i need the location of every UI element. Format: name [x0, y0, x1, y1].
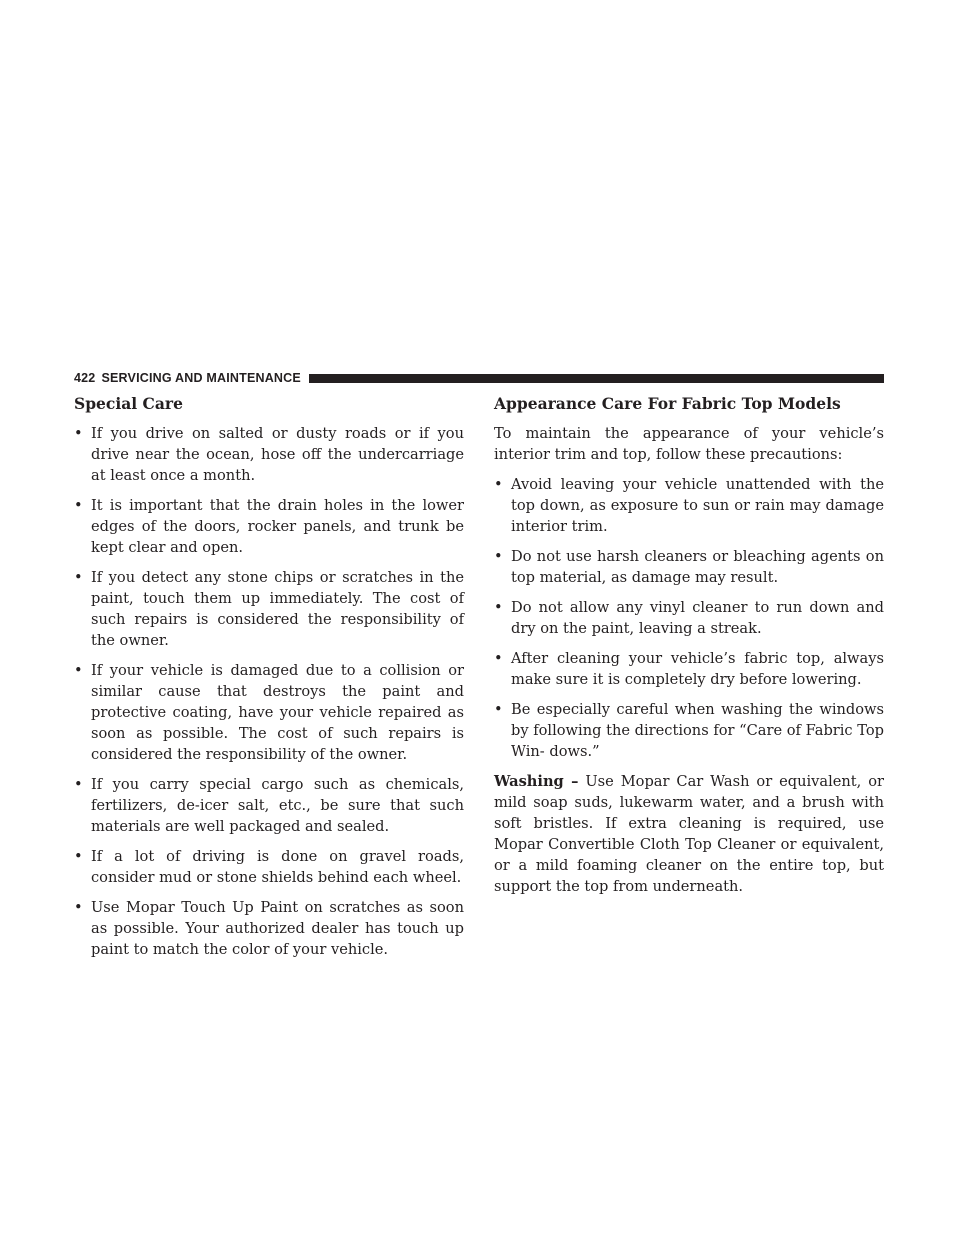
bullet-icon: •: [74, 899, 83, 916]
list-item-text: It is important that the drain holes in the lower edges of the doors, rocker panels, and trunk be kept clear and open.: [91, 497, 464, 556]
washing-label: Washing –: [494, 773, 579, 790]
bullet-icon: •: [494, 476, 503, 493]
page-header: [74, 371, 884, 385]
bullet-icon: •: [494, 701, 503, 718]
list-item-text: If a lot of driving is done on gravel roads, consider mud or stone shields behind each wheel.: [91, 848, 464, 886]
left-column: [74, 393, 464, 969]
list-item: [74, 495, 464, 558]
list-item: [494, 474, 884, 537]
list-item-text: Use Mopar Touch Up Paint on scratches as soon as possible. Your authorized dealer has touch up paint to match the color of your vehicle.: [91, 899, 464, 958]
list-item-text: If you detect any stone chips or scratches in the paint, touch them up immediately. The cost of such repairs is considered the responsibility of the owner.: [91, 569, 464, 649]
list-item-text: If you drive on salted or dusty roads or if you drive near the ocean, hose off the undercarriage at least once a month.: [91, 425, 464, 484]
list-item: [74, 660, 464, 765]
list-item: [494, 597, 884, 639]
bullet-icon: •: [494, 650, 503, 667]
fabric-top-list: [494, 474, 884, 762]
washing-paragraph: [494, 771, 884, 897]
list-item-text: Do not allow any vinyl cleaner to run down and dry on the paint, leaving a streak.: [511, 599, 884, 637]
bullet-icon: •: [74, 425, 83, 442]
list-item-text: After cleaning your vehicle’s fabric top, always make sure it is completely dry before lowering.: [511, 650, 884, 688]
bullet-icon: •: [74, 848, 83, 865]
special-care-list: [74, 423, 464, 960]
washing-text: Use Mopar Car Wash or equivalent, or mild soap suds, lukewarm water, and a brush with soft bristles. If extra cleaning is required, use Mopar Convertible Cloth Top Cleaner or equivalent, or a mild foaming cleaner on the entire top, but support the top from underneath.: [494, 773, 885, 895]
list-item-text: Be especially careful when washing the windows by following the directions for “Care of Fabric Top Win- dows.”: [511, 701, 884, 760]
list-item: [74, 567, 464, 651]
list-item: [74, 774, 464, 837]
special-care-heading: Special Care: [74, 394, 183, 413]
bullet-icon: •: [74, 776, 83, 793]
bullet-icon: •: [74, 662, 83, 679]
list-item-text: If your vehicle is damaged due to a collision or similar cause that destroys the paint and protective coating, have your vehicle repaired as soon as possible. The cost of such repairs is considered the responsibility of the owner.: [91, 662, 464, 763]
list-item: [494, 699, 884, 762]
list-item-text: If you carry special cargo such as chemicals, fertilizers, de-icer salt, etc., be sure that such materials are well packaged and sealed.: [91, 776, 464, 835]
bullet-icon: •: [74, 569, 83, 586]
section-title: SERVICING AND MAINTENANCE: [101, 371, 301, 385]
bullet-icon: •: [74, 497, 83, 514]
list-item: [74, 846, 464, 888]
list-item: [74, 897, 464, 960]
list-item: [74, 423, 464, 486]
header-rule: [309, 374, 884, 383]
bullet-icon: •: [494, 548, 503, 565]
list-item: [494, 648, 884, 690]
list-item-text: Do not use harsh cleaners or bleaching agents on top material, as damage may result.: [511, 548, 884, 586]
fabric-top-heading: Appearance Care For Fabric Top Models: [494, 394, 841, 413]
fabric-top-intro: To maintain the appearance of your vehicle’s interior trim and top, follow these precautions:: [494, 425, 884, 463]
right-column: [494, 393, 884, 897]
list-item: [494, 546, 884, 588]
page-number: 422: [74, 371, 96, 385]
list-item-text: Avoid leaving your vehicle unattended with the top down, as exposure to sun or rain may damage interior trim.: [511, 476, 884, 535]
bullet-icon: •: [494, 599, 503, 616]
